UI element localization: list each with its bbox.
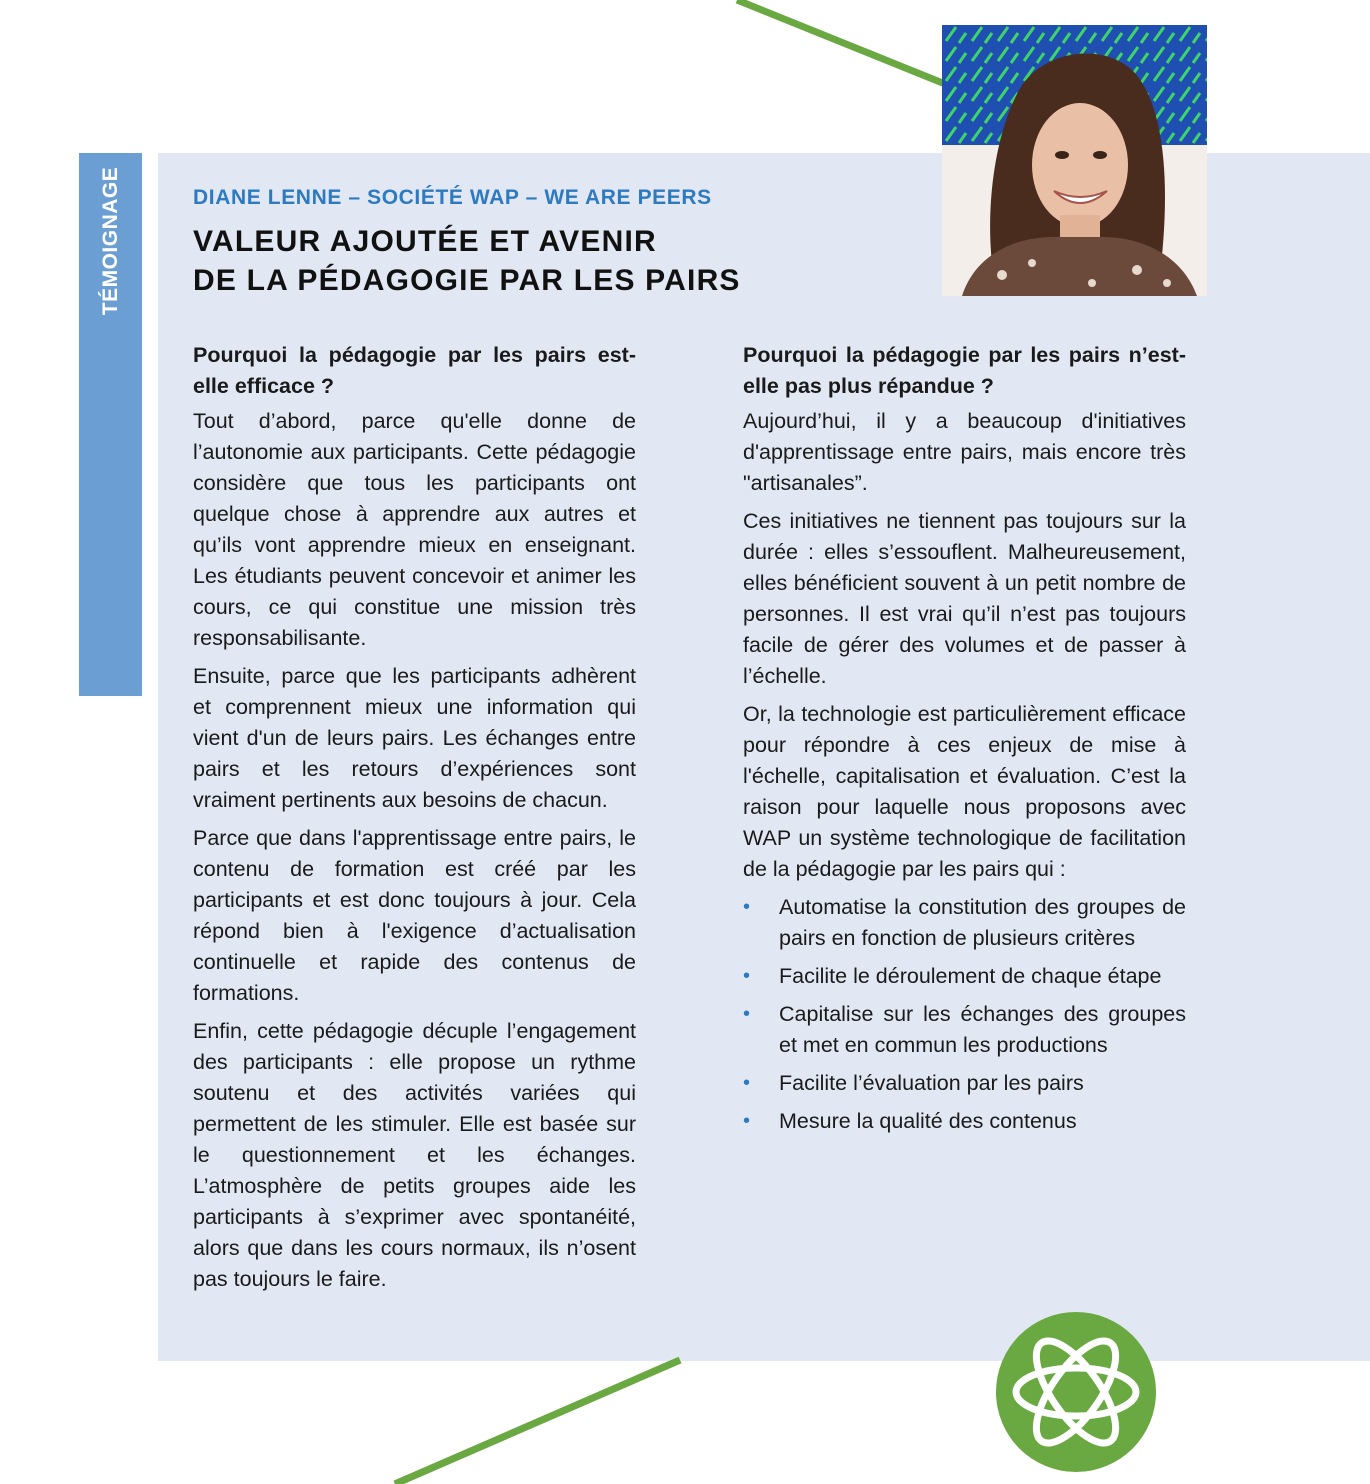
list-item — [743, 961, 1186, 992]
right-paragraph: Aujourd’hui, il y a beaucoup d'initiatives d'apprentissage entre pairs, mais encore très "artisanales”. — [743, 409, 1186, 495]
list-item-text: Capitalise sur les échanges des groupes et met en commun les productions — [779, 1002, 1186, 1057]
left-paragraph: Parce que dans l'apprentissage entre pairs, le contenu de formation est créé par les participants et est donc toujours à jour. Cela répond bien à l'exigence d’actualisation continuelle et rapide des contenus de formations. — [193, 826, 636, 1005]
testimonial-author: DIANE LENNE – SOCIÉTÉ WAP – WE ARE PEERS — [193, 186, 712, 209]
left-column — [193, 340, 636, 1302]
portrait-illustration — [942, 25, 1207, 296]
list-item — [743, 1106, 1186, 1137]
list-item — [743, 892, 1186, 954]
list-item-text: Facilite l’évaluation par les pairs — [779, 1071, 1084, 1095]
atom-orbit-icon — [996, 1312, 1156, 1472]
list-item-text: Automatise la constitution des groupes de pairs en fonction de plusieurs critères — [779, 895, 1186, 950]
left-paragraph: Enfin, cette pédagogie décuple l’engagement des participants : elle propose un rythme soutenu et des activités variées qui permettent de les stimuler. Elle est basée sur le questionnement et les échanges. L’atmosphère de petits groupes aide les participants à s’exprimer avec spontanéité, alors que dans les cours normaux, ils n’osent pas toujours le faire. — [193, 1019, 636, 1291]
page-title-line2: DE LA PÉDAGOGIE PAR LES PAIRS — [193, 264, 741, 297]
right-column — [743, 340, 1186, 1144]
right-heading: Pourquoi la pédagogie par les pairs n’est-elle pas plus répandue ? — [743, 343, 1186, 398]
list-item-text: Facilite le déroulement de chaque étape — [779, 964, 1162, 988]
bullet-icon: • — [743, 965, 751, 987]
list-item-text: Mesure la qualité des contenus — [779, 1109, 1077, 1133]
list-item — [743, 1068, 1186, 1099]
feature-list — [743, 892, 1186, 1137]
left-paragraph: Ensuite, parce que les participants adhèrent et comprennent mieux une information qui vient d'un de leurs pairs. Les échanges entre pairs et les retours d’expériences sont vraiment pertinents aux besoins de chacun. — [193, 664, 636, 812]
right-paragraph: Or, la technologie est particulièrement efficace pour répondre à ces enjeux de mise à l'échelle, capitalisation et évaluation. C’est la raison pour laquelle nous proposons avec WAP un système technologique de facilitation de la pédagogie par les pairs qui : — [743, 702, 1186, 881]
bullet-icon: • — [743, 896, 751, 918]
list-item — [743, 999, 1186, 1061]
bullet-icon: • — [743, 1110, 751, 1132]
right-paragraph: Ces initiatives ne tiennent pas toujours sur la durée : elles s’essouflent. Malheureusement, elles bénéficient souvent à un petit nombre de personnes. Il est vrai qu’il n’est pas toujours facile de gérer des volumes et de passer à l’échelle. — [743, 509, 1186, 688]
bullet-icon: • — [743, 1072, 751, 1094]
side-tab — [79, 153, 142, 696]
side-tab-label: TÉMOIGNAGE — [98, 166, 122, 316]
page-title-line1: VALEUR AJOUTÉE ET AVENIR — [193, 225, 657, 258]
left-heading: Pourquoi la pédagogie par les pairs est-elle efficace ? — [193, 343, 636, 398]
left-paragraph: Tout d’abord, parce qu'elle donne de l’autonomie aux participants. Cette pédagogie considère que tous les participants ont quelque chose à apprendre aux autres et qu’ils vont apprendre mieux en enseignant. Les étudiants peuvent concevoir et animer les cours, ce qui constitue une mission très responsabilisante. — [193, 409, 636, 650]
portrait-photo — [942, 25, 1207, 296]
page-title — [193, 222, 833, 300]
bullet-icon: • — [743, 1003, 751, 1025]
